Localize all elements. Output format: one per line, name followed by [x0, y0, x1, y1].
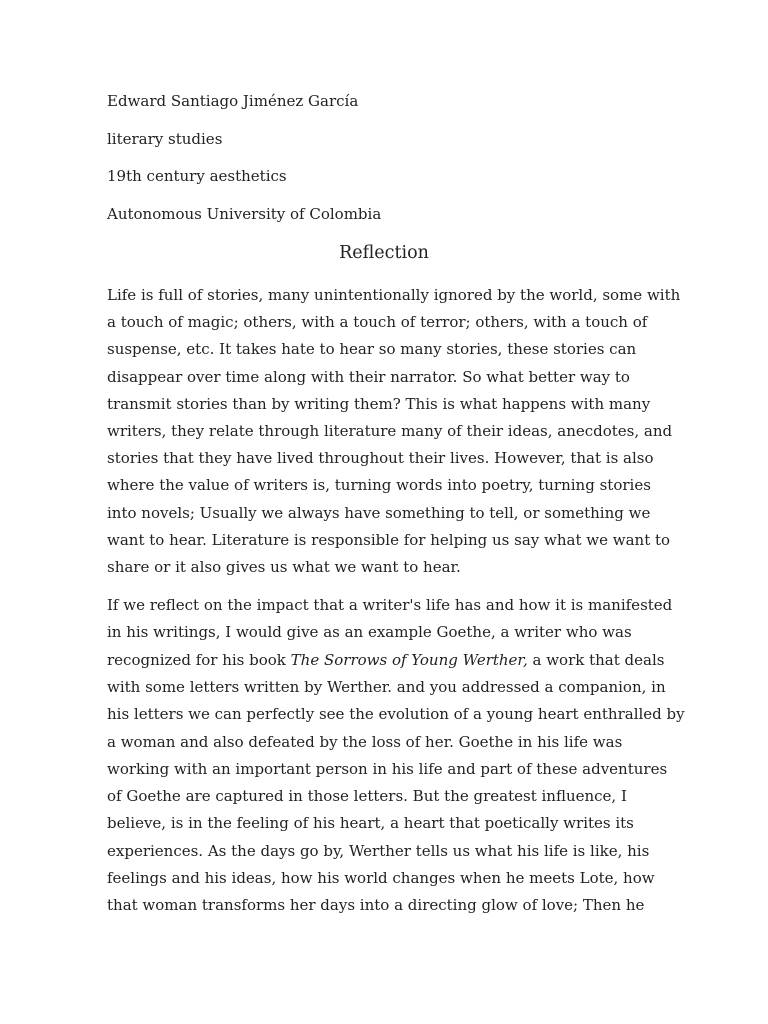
paragraph-line: that woman transforms her days into a directing glow of love; Then he — [107, 896, 645, 915]
paragraph-line: suspense, etc. It takes hate to hear so many stories, these stories can — [107, 340, 637, 359]
paragraph-line: feelings and his ideas, how his world changes when he meets Lote, how — [107, 869, 655, 887]
paragraph-line: of Goethe are captured in those letters. But the greatest influence, I — [107, 787, 627, 806]
paragraph-line: writers, they relate through literature many of their ideas, anecdotes, and — [107, 422, 673, 440]
paragraph-line: a touch of magic; others, with a touch of terror; others, with a touch of — [107, 313, 648, 332]
paragraph-line: working with an important person in his life and part of these adventures — [107, 759, 668, 778]
course-name: literary studies — [107, 130, 223, 148]
paragraph-line: Life is full of stories, many unintentionally ignored by the world, some with — [107, 286, 681, 304]
paragraph-line: disappear over time along with their narrator. So what better way to — [107, 367, 630, 386]
institution-name: Autonomous University of Colombia — [107, 205, 382, 223]
paragraph-line: believe, is in the feeling of his heart, a heart that poetically writes its — [107, 814, 634, 833]
paragraph-line: transmit stories than by writing them? This is what happens with many — [107, 394, 651, 413]
paragraph-line: want to hear. Literature is responsible for helping us say what we want to — [107, 530, 671, 549]
paragraph-line — [107, 650, 664, 670]
paragraph-line: share or it also gives us what we want to hear. — [107, 558, 461, 576]
paragraph-line: into novels; Usually we always have something to tell, or something we — [107, 503, 651, 522]
paragraph-line: with some letters written by Werther. and you addressed a companion, in — [107, 677, 666, 696]
book-title: The Sorrows of Young Werther, — [290, 650, 528, 669]
paragraph-line: where the value of writers is, turning words into poetry, turning stories — [107, 476, 651, 495]
line-text: recognized for his book — [107, 650, 291, 669]
paragraph-line: in his writings, I would give as an example Goethe, a writer who was — [107, 623, 632, 642]
subject-name: 19th century aesthetics — [107, 167, 287, 185]
author-name: Edward Santiago Jiménez García — [107, 92, 359, 110]
paragraph-line: If we reflect on the impact that a writer's life has and how it is manifested — [107, 596, 673, 614]
paragraph-line: experiences. As the days go by, Werther tells us what his life is like, his — [107, 841, 650, 860]
paragraph-line: his letters we can perfectly see the evolution of a young heart enthralled by — [107, 705, 685, 724]
paragraph-line: stories that they have lived throughout their lives. However, that is also — [107, 449, 654, 468]
document-title: Reflection — [339, 243, 429, 263]
line-text: a work that deals — [527, 650, 665, 669]
paragraph-line: a woman and also defeated by the loss of her. Goethe in his life was — [107, 732, 623, 751]
